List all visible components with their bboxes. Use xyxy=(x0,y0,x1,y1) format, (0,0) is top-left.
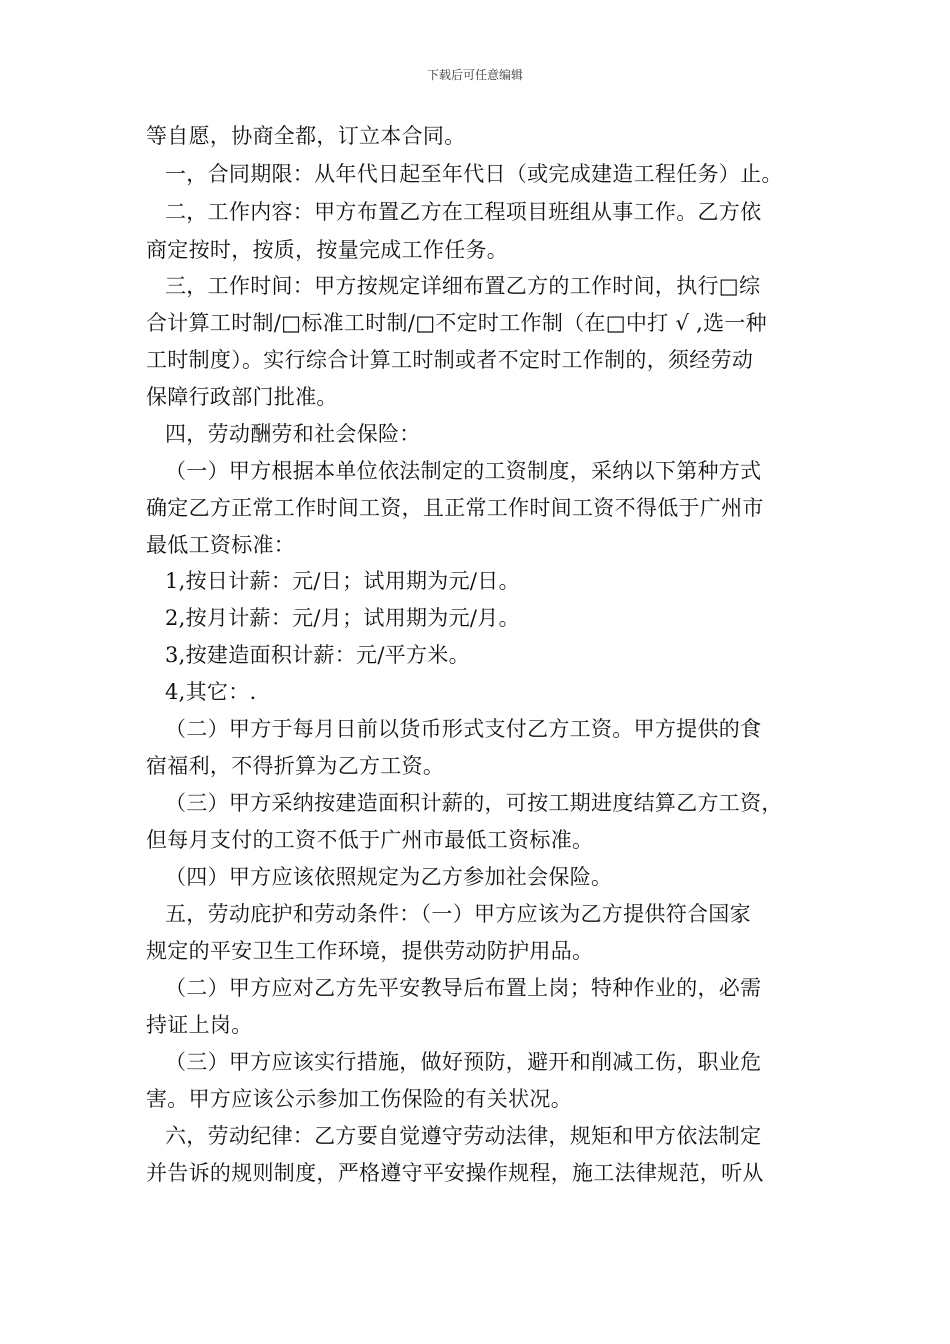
paragraph-line: 四，劳动酬劳和社会保险： xyxy=(165,422,421,446)
paragraph-line: （四）甲方应该依照规定为乙方参加社会保险。 xyxy=(165,865,613,889)
paragraph-line: 工时制度）。实行综合计算工时制或者不定时工作制的，须经劳动 xyxy=(146,348,754,372)
paragraph-line: 规定的平安卫生工作环境，提供劳动防护用品。 xyxy=(146,939,594,963)
paragraph-line: 合计算工时制/□标准工时制/□不定时工作制（在□中打 √ ,选一种 xyxy=(146,311,767,335)
paragraph-line: 1,按日计薪：元/日；试用期为元/日。 xyxy=(165,569,520,593)
paragraph-line: 并告诉的规则制度，严格遵守平安操作规程，施工法律规范，听从 xyxy=(146,1161,764,1185)
paragraph-line: 2,按月计薪：元/月；试用期为元/月。 xyxy=(165,606,520,630)
paragraph-line: 等自愿，协商全都，订立本合同。 xyxy=(146,124,466,148)
paragraph-line: （一）甲方根据本单位依法制定的工资制度，采纳以下第种方式 xyxy=(165,459,762,483)
paragraph-line: （二）甲方于每月日前以货币形式支付乙方工资。甲方提供的食 xyxy=(165,717,762,741)
paragraph-line: 保障行政部门批准。 xyxy=(146,385,338,409)
paragraph-line: 持证上岗。 xyxy=(146,1013,253,1037)
paragraph-line: 但每月支付的工资不低于广州市最低工资标准。 xyxy=(146,828,594,852)
paragraph-line: 商定按时，按质，按量完成工作任务。 xyxy=(146,238,509,262)
paragraph-line: （三）甲方采纳按建造面积计薪的，可按工期进度结算乙方工资， xyxy=(165,791,783,815)
paragraph-line: 六，劳动纪律：乙方要自觉遵守劳动法律，规矩和甲方依法制定 xyxy=(165,1124,762,1148)
paragraph-line: 确定乙方正常工作时间工资，且正常工作时间工资不得低于广州市 xyxy=(146,496,764,520)
paragraph-line: （三）甲方应该实行措施，做好预防，避开和削减工伤，职业危 xyxy=(165,1050,762,1074)
paragraph-line: 4,其它：. xyxy=(165,680,257,704)
paragraph-line: 最低工资标准： xyxy=(146,533,296,557)
paragraph-line: （二）甲方应对乙方先平安教导后布置上岗；特种作业的，必需 xyxy=(165,976,762,1000)
paragraph-line: 害。甲方应该公示参加工伤保险的有关状况。 xyxy=(146,1087,572,1111)
page-header-note: 下载后可任意编辑 xyxy=(426,68,523,82)
paragraph-line: 二，工作内容：甲方布置乙方在工程项目班组从事工作。乙方依 xyxy=(165,200,762,224)
paragraph-line: 宿福利，不得折算为乙方工资。 xyxy=(146,754,445,778)
paragraph-line: 五，劳动庇护和劳动条件：（一）甲方应该为乙方提供符合国家 xyxy=(165,902,751,926)
paragraph-line: 3,按建造面积计薪：元/平方米。 xyxy=(165,643,470,667)
paragraph-line: 一，合同期限：从年代日起至年代日（或完成建造工程任务）止。 xyxy=(165,162,783,186)
paragraph-line: 三，工作时间：甲方按规定详细布置乙方的工作时间，执行□综 xyxy=(165,274,761,298)
